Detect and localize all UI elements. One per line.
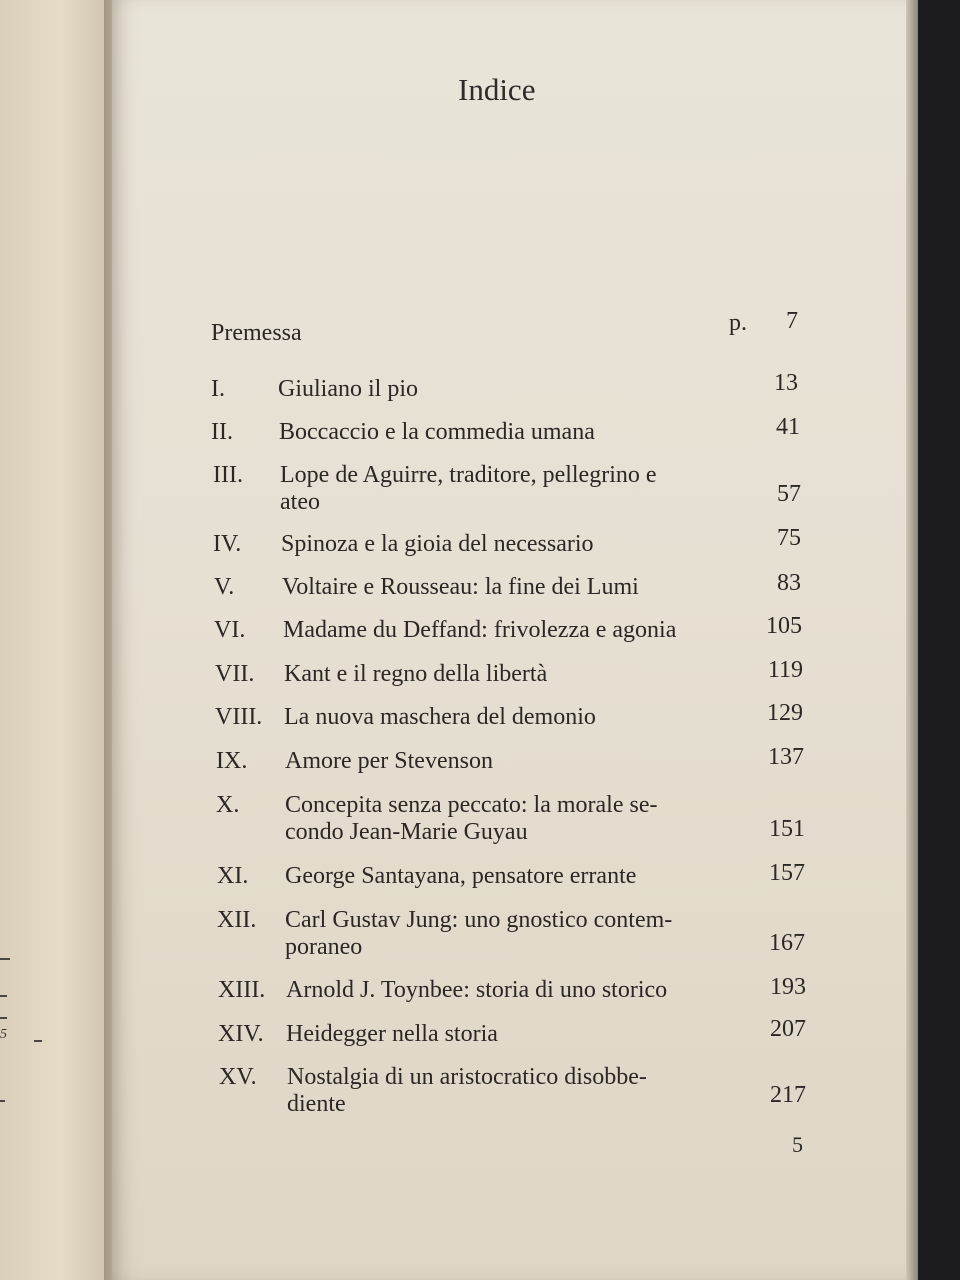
chapter-numeral: I. bbox=[211, 376, 225, 402]
chapter-page-number: 151 bbox=[769, 816, 805, 842]
facing-page-mark bbox=[0, 1017, 7, 1019]
chapter-numeral: II. bbox=[211, 419, 233, 445]
chapter-numeral: III. bbox=[213, 462, 243, 488]
chapter-page-number: 167 bbox=[769, 930, 805, 956]
facing-page-mark bbox=[34, 1040, 42, 1042]
chapter-page-number: 119 bbox=[767, 657, 803, 683]
chapter-title-line: Concepita senza peccato: la morale se- bbox=[285, 792, 658, 818]
chapter-numeral: VI. bbox=[214, 617, 246, 643]
chapter-title-line: Spinoza e la gioia del necessario bbox=[281, 531, 594, 557]
chapter-title-line: Boccaccio e la commedia umana bbox=[279, 419, 595, 445]
page-prefix: p. bbox=[729, 310, 747, 336]
chapter-page-number: 207 bbox=[770, 1016, 806, 1042]
chapter-page-number: 105 bbox=[766, 613, 802, 639]
chapter-title-line: Kant e il regno della libertà bbox=[284, 661, 548, 687]
facing-page-mark bbox=[0, 995, 7, 997]
chapter-page-number: 217 bbox=[770, 1082, 806, 1108]
chapter-page-number: 193 bbox=[770, 974, 806, 1000]
chapter-title-line: Lope de Aguirre, traditore, pellegrino e bbox=[280, 462, 657, 488]
chapter-title-line: ateo bbox=[280, 489, 320, 515]
chapter-title-line: condo Jean-Marie Guyau bbox=[285, 819, 528, 845]
chapter-numeral: XII. bbox=[217, 907, 257, 933]
chapter-page-number: 157 bbox=[769, 860, 805, 886]
chapter-title-line: Voltaire e Rousseau: la fine dei Lumi bbox=[282, 574, 639, 600]
chapter-page-number: 129 bbox=[767, 700, 803, 726]
chapter-numeral: VIII. bbox=[215, 704, 263, 730]
chapter-page-number: 83 bbox=[777, 570, 801, 596]
chapter-numeral: VII. bbox=[215, 661, 255, 687]
premessa-page: 7 bbox=[786, 308, 798, 334]
chapter-title-line: Nostalgia di un aristocratico disobbe- bbox=[287, 1064, 647, 1090]
chapter-title-line: Heidegger nella storia bbox=[286, 1021, 498, 1047]
premessa-label: Premessa bbox=[211, 320, 302, 346]
chapter-title-line: George Santayana, pensatore errante bbox=[285, 863, 637, 889]
chapter-title-line: La nuova maschera del demonio bbox=[284, 704, 596, 730]
chapter-title-line: Arnold J. Toynbee: storia di uno storico bbox=[286, 977, 668, 1003]
chapter-title-line: Carl Gustav Jung: uno gnostico contem- bbox=[285, 907, 673, 933]
chapter-numeral: V. bbox=[214, 574, 235, 600]
chapter-title-line: Amore per Stevenson bbox=[285, 748, 493, 774]
chapter-numeral: XI. bbox=[217, 863, 249, 889]
chapter-title-line: Madame du Deffand: frivolezza e agonia bbox=[283, 617, 677, 643]
chapter-page-number: 137 bbox=[768, 744, 804, 770]
chapter-title-line: poraneo bbox=[285, 934, 363, 960]
chapter-numeral: IX. bbox=[216, 748, 248, 774]
chapter-numeral: X. bbox=[216, 792, 240, 818]
page-number: 5 bbox=[792, 1132, 803, 1157]
chapter-numeral: XIV. bbox=[218, 1021, 264, 1047]
chapter-page-number: 13 bbox=[774, 370, 798, 396]
facing-page bbox=[0, 0, 112, 1280]
facing-page-number-fragment: 5 bbox=[0, 1027, 7, 1042]
page-title: Indice bbox=[458, 72, 536, 107]
chapter-numeral: XIII. bbox=[218, 977, 266, 1003]
chapter-page-number: 75 bbox=[777, 525, 801, 551]
page-edge bbox=[906, 0, 918, 1280]
chapter-title-line: Giuliano il pio bbox=[278, 376, 418, 402]
chapter-page-number: 41 bbox=[776, 414, 800, 440]
chapter-numeral: XV. bbox=[219, 1064, 257, 1090]
facing-page-mark bbox=[0, 1100, 5, 1102]
chapter-page-number: 57 bbox=[777, 481, 801, 507]
chapter-title-line: diente bbox=[287, 1091, 346, 1117]
chapter-numeral: IV. bbox=[213, 531, 242, 557]
facing-page-mark bbox=[0, 958, 10, 960]
